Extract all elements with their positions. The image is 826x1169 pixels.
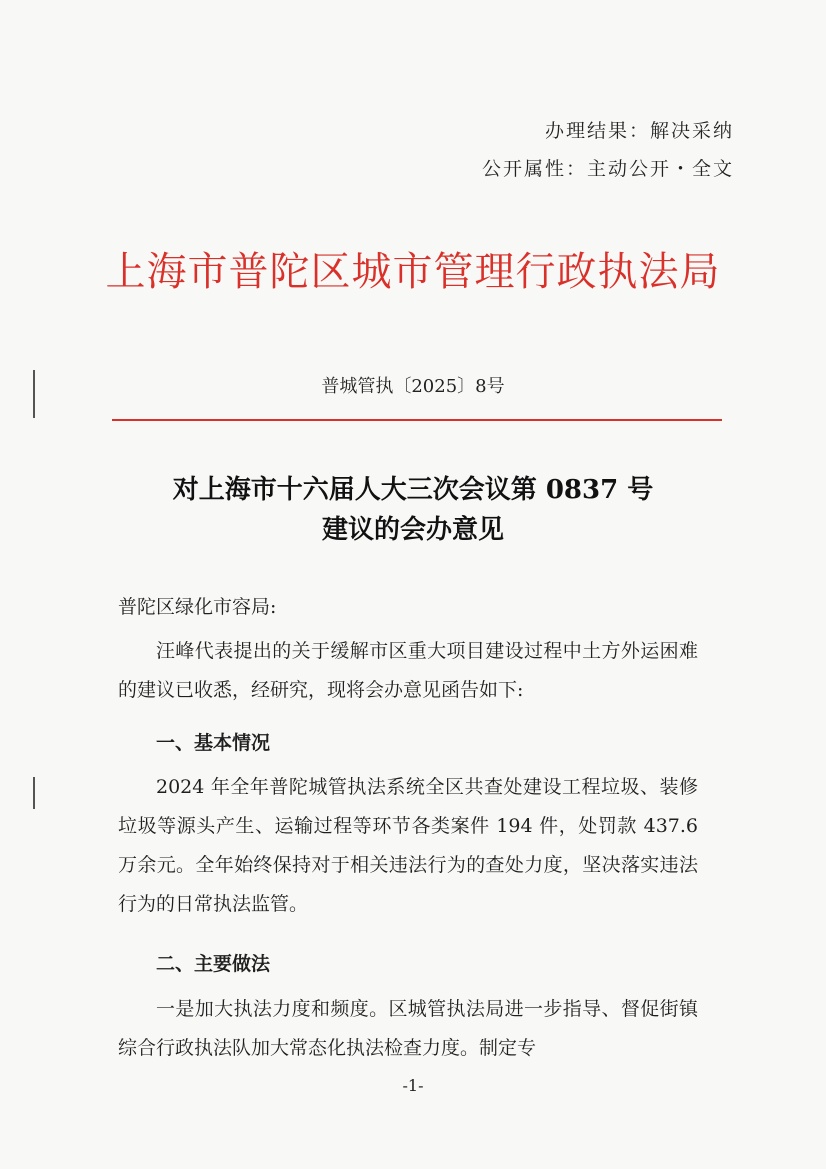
section-2-paragraph: 一是加大执法力度和频度。区城管执法局进一步指导、督促街镇综合行政执法队加大常态化执法检查力度。制定专 bbox=[118, 998, 698, 1059]
section-heading-2: 二、主要做法 bbox=[156, 953, 271, 975]
title-line-1: 对上海市十六届人大三次会议第 0837 号 bbox=[172, 475, 654, 505]
binding-mark bbox=[33, 777, 35, 809]
handling-result: 办理结果：解决采纳 bbox=[544, 120, 734, 142]
intro-paragraph: 汪峰代表提出的关于缓解市区重大项目建设过程中土方外运困难的建议已收悉，经研究，现将会办意见函告如下: bbox=[118, 640, 698, 701]
red-divider bbox=[112, 419, 722, 421]
page-number: -1- bbox=[402, 1076, 424, 1095]
document-number: 普城管执〔2025〕8号 bbox=[321, 376, 505, 397]
addressee: 普陀区绿化市容局: bbox=[118, 596, 277, 618]
agency-name: 上海市普陀区城市管理行政执法局 bbox=[105, 249, 721, 295]
document-title bbox=[0, 470, 826, 550]
title-line-2: 建议的会办意见 bbox=[321, 515, 504, 545]
section-heading-1: 一、基本情况 bbox=[156, 732, 271, 754]
disclosure-attribute: 公开属性：主动公开・全文 bbox=[481, 158, 734, 180]
section-1-paragraph: 2024 年全年普陀城管执法系统全区共查处建设工程垃圾、装修垃圾等源头产生、运输过程等环节各类案件 194 件，处罚款 437.6 万余元。全年始终保持对于相关违法行为的查处力度，坚决落实违法行为的日常执法监管。 bbox=[118, 776, 698, 915]
